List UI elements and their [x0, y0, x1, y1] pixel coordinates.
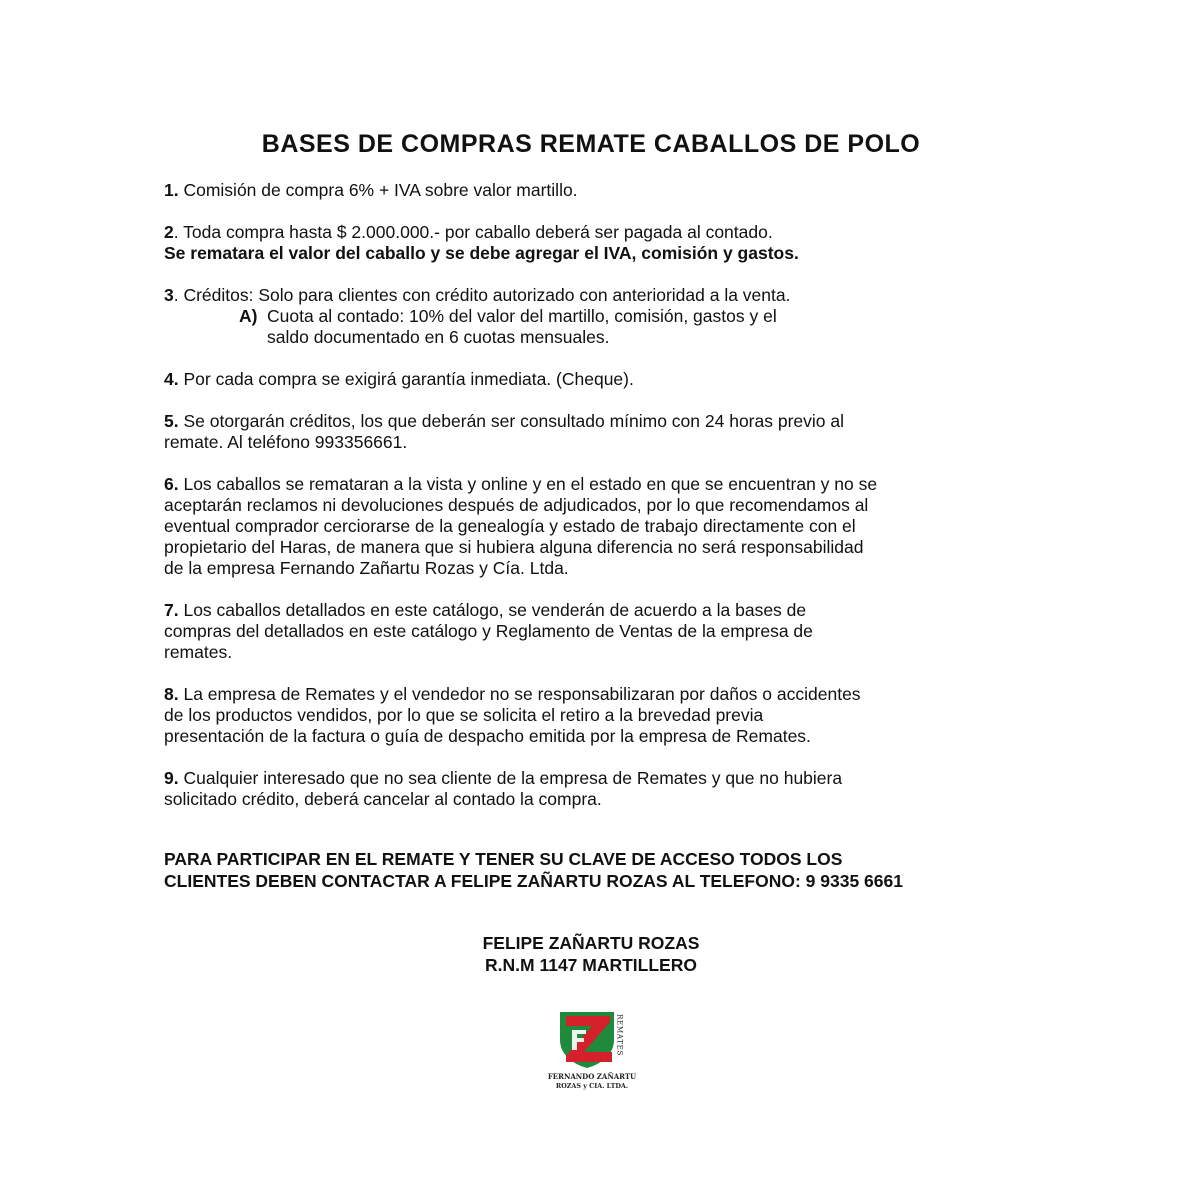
clause-line: remate. Al teléfono 993356661.: [164, 432, 408, 452]
clause-9: [164, 768, 1024, 810]
clause-line: Cualquier interesado que no sea cliente de la empresa de Remates y que no hubiera: [178, 768, 843, 788]
clause-line: presentación de la factura o guía de despacho emitida por la empresa de Remates.: [164, 726, 811, 746]
clause-number: 5.: [164, 411, 179, 431]
logo-caption-1: FERNANDO ZAÑARTU: [547, 1072, 637, 1081]
clause-line: de los productos vendidos, por lo que se solicita el retiro a la brevedad previa: [164, 705, 764, 725]
clause-5: [164, 411, 1024, 453]
clause-text: . Créditos: Solo para clientes con crédito autorizado con anterioridad a la venta.: [173, 285, 791, 305]
notice-line: CLIENTES DEBEN CONTACTAR A FELIPE ZAÑARTU ROZAS AL TELEFONO: 9 9335 6661: [164, 871, 903, 891]
clause-line: La empresa de Remates y el vendedor no se responsabilizaran por daños o accidentes: [178, 684, 861, 704]
signatory-name: FELIPE ZAÑARTU ROZAS: [482, 933, 700, 953]
signature-block: [0, 932, 1182, 976]
clause-line: propietario del Haras, de manera que si hubiera alguna diferencia no será responsabilidad: [164, 537, 864, 557]
clause-4: [164, 369, 1024, 390]
fz-remates-logo-icon: [542, 1006, 642, 1096]
clause-text: Por cada compra se exigirá garantía inmediata. (Cheque).: [178, 369, 634, 389]
page-title: BASES DE COMPRAS REMATE CABALLOS DE POLO: [261, 130, 921, 158]
clause-number: 8.: [164, 684, 179, 704]
clause-2: [164, 222, 1024, 264]
clause-text: Comisión de compra 6% + IVA sobre valor martillo.: [178, 180, 578, 200]
clauses-list: [164, 180, 1024, 831]
signatory-role: R.N.M 1147 MARTILLERO: [485, 955, 697, 975]
clause-3: [164, 285, 1024, 348]
logo-side-text: REMATES: [615, 1014, 625, 1056]
sub-clause-letter: A): [239, 306, 258, 326]
clause-8: [164, 684, 1024, 747]
clause-number: 4.: [164, 369, 179, 389]
clause-line: Los caballos se remataran a la vista y online y en el estado en que se encuentran y no se: [178, 474, 878, 494]
notice-line: PARA PARTICIPAR EN EL REMATE Y TENER SU CLAVE DE ACCESO TODOS LOS: [164, 849, 843, 869]
sub-clause-line: Cuota al contado: 10% del valor del martillo, comisión, gastos y el: [267, 306, 777, 326]
clause-line: Los caballos detallados en este catálogo, se venderán de acuerdo a la bases de: [178, 600, 807, 620]
clause-line: compras del detallados en este catálogo y Reglamento de Ventas de la empresa de: [164, 621, 813, 641]
clause-6: [164, 474, 1024, 579]
clause-line: eventual comprador cerciorarse de la genealogía y estado de trabajo directamente con el: [164, 516, 856, 536]
clause-line: aceptarán reclamos ni devoluciones después de adjudicados, por lo que recomendamos al: [164, 495, 869, 515]
clause-1: [164, 180, 1024, 201]
clause-bold-note: Se rematara el valor del caballo y se debe agregar el IVA, comisión y gastos.: [164, 243, 799, 263]
contact-notice: [164, 848, 1034, 892]
logo-caption-2: ROZAS y CIA. LTDA.: [555, 1082, 629, 1090]
clause-number: 3: [164, 285, 174, 305]
clause-line: solicitado crédito, deberá cancelar al contado la compra.: [164, 789, 602, 809]
clause-number: 9.: [164, 768, 179, 788]
sub-clause-line: saldo documentado en 6 cuotas mensuales.: [267, 327, 610, 347]
clause-number: 6.: [164, 474, 179, 494]
clause-line: de la empresa Fernando Zañartu Rozas y Cía. Ltda.: [164, 558, 569, 578]
clause-number: 1.: [164, 180, 179, 200]
clause-number: 7.: [164, 600, 179, 620]
clause-7: [164, 600, 1024, 663]
clause-line: Se otorgarán créditos, los que deberán ser consultado mínimo con 24 horas previo al: [178, 411, 844, 431]
clause-text: . Toda compra hasta $ 2.000.000.- por caballo deberá ser pagada al contado.: [173, 222, 773, 242]
clause-number: 2: [164, 222, 174, 242]
sub-clause-a: [164, 306, 1024, 348]
company-logo: [542, 1006, 642, 1096]
clause-line: remates.: [164, 642, 233, 662]
